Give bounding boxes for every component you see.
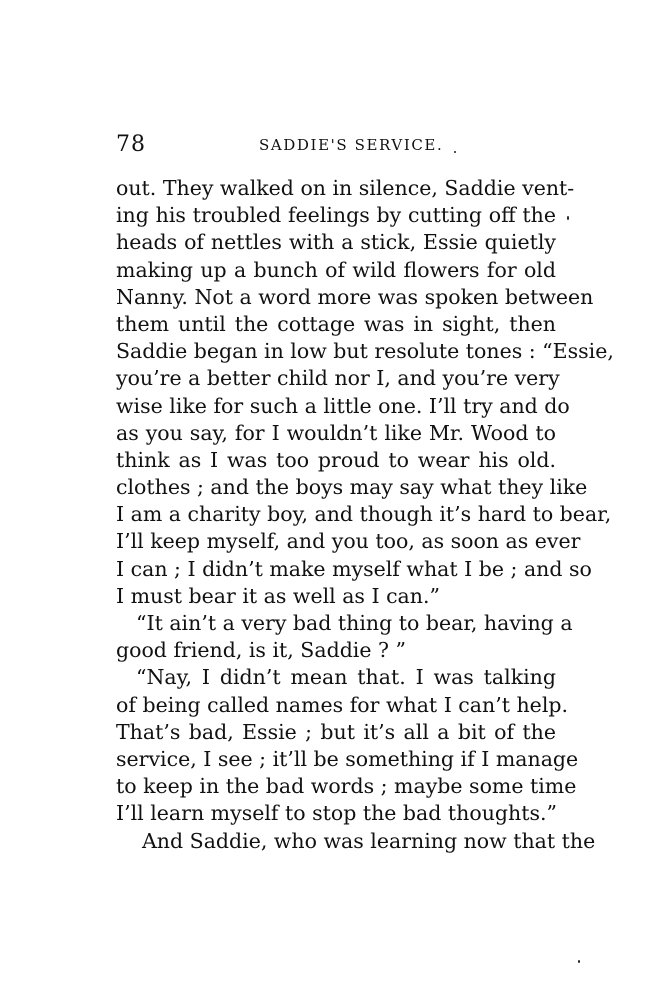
- text-line: I’ll learn myself to stop the bad thoughts.”: [116, 801, 557, 826]
- text-line: I am a charity boy, and though it’s hard to bear,: [116, 502, 612, 527]
- text-line: to keep in the bad words ; maybe some time: [116, 774, 577, 799]
- text-line: of being called names for what I can’t help.: [116, 692, 569, 717]
- page-number: 78: [116, 132, 146, 157]
- print-speck: [578, 960, 580, 963]
- text-line: Nanny. Not a word more was spoken between: [116, 284, 594, 309]
- running-title: SADDIE'S SERVICE.: [259, 136, 444, 154]
- page-header: [116, 132, 556, 158]
- text-line: “Nay, I didn’t mean that. I was talking: [136, 665, 556, 690]
- text-line: I can ; I didn’t make myself what I be ; and so: [116, 556, 592, 581]
- text-line: heads of nettles with a stick, Essie quietly: [116, 230, 556, 255]
- text-line: service, I see ; it’ll be something if I manage: [116, 746, 579, 771]
- text-line: you’re a better child nor I, and you’re very: [116, 366, 560, 391]
- print-speck: [567, 216, 569, 220]
- text-line: wise like for such a little one. I’ll try and do: [116, 393, 570, 418]
- text-line: ing his troubled feelings by cutting off the: [116, 203, 556, 228]
- text-line: as you say, for I wouldn’t like Mr. Wood to: [116, 420, 556, 445]
- text-line: “It ain’t a very bad thing to bear, having a: [136, 611, 573, 635]
- print-speck: [454, 151, 456, 153]
- text-line: And Saddie, who was learning now that the: [142, 828, 596, 853]
- text-line: think as I was too proud to wear his old.: [116, 447, 556, 472]
- text-line: good friend, is it, Saddie ? ”: [116, 638, 407, 663]
- text-line: making up a bunch of wild flowers for old: [116, 257, 556, 282]
- text-line: clothes ; and the boys may say what they like: [116, 475, 588, 500]
- text-line: them until the cottage was in sight, then: [116, 311, 556, 336]
- text-line: I must bear it as well as I can.”: [116, 583, 440, 608]
- text-line: Saddie began in low but resolute tones : “Essie,: [116, 339, 614, 364]
- text-line: out. They walked on in silence, Saddie vent-: [116, 176, 575, 200]
- text-line: That’s bad, Essie ; but it’s all a bit of the: [116, 719, 556, 744]
- body-text: [116, 175, 614, 855]
- text-line: I’ll keep myself, and you too, as soon as ever: [116, 529, 581, 554]
